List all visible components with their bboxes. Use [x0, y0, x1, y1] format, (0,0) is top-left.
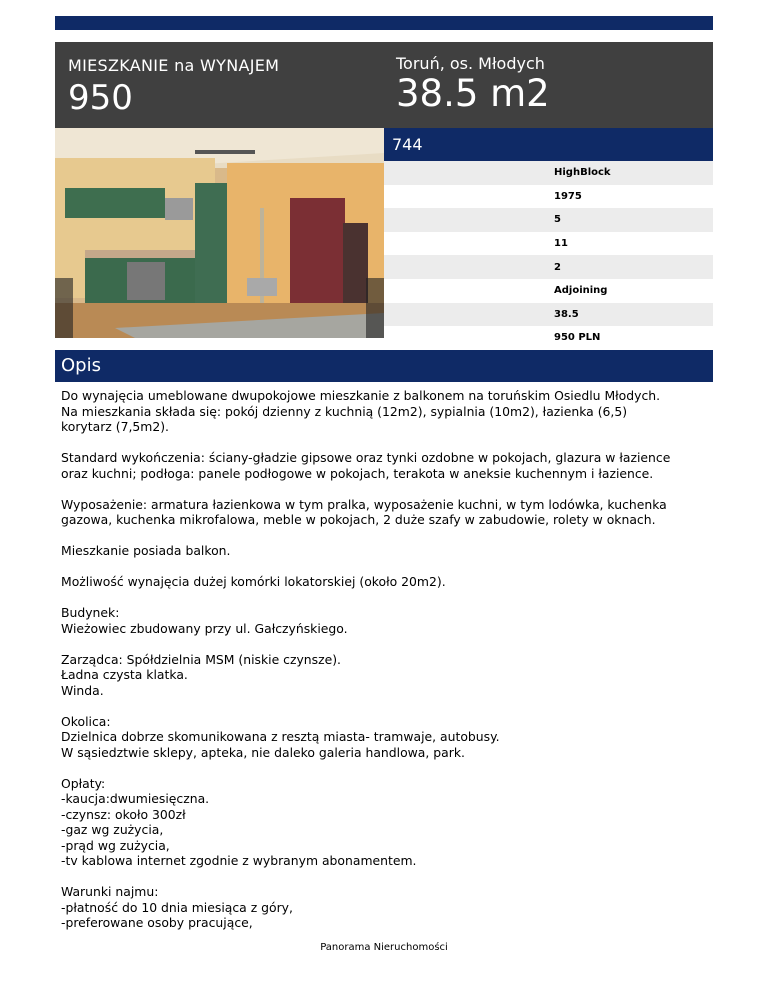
listing-id-bar — [384, 128, 713, 161]
description-paragraph: Opłaty: -kaucja:dwumiesięczna. -czynsz: około 300zł -gaz wg zużycia, -prąd wg zużycia, -tv kablowa internet zgodnie z wybranym abonamentem. — [61, 775, 417, 868]
specs-table — [384, 161, 713, 350]
listing-area: 38.5 m2 — [396, 72, 550, 115]
spec-row: 38.5 — [384, 303, 713, 327]
section-title: Opis — [61, 355, 101, 376]
description-paragraph: Warunki najmu: -płatność do 10 dnia miesiąca z góry, -preferowane osoby pracujące, — [61, 884, 293, 930]
listing-header — [55, 42, 713, 128]
spec-row: HighBlock — [384, 161, 713, 185]
spec-row: 11 — [554, 238, 568, 250]
listing-price: 950 — [68, 78, 133, 118]
spec-row: Adjoining — [554, 285, 608, 297]
description-paragraph: Budynek: Wieżowiec zbudowany przy ul. Gałczyńskiego. — [61, 605, 348, 636]
spec-row: 2 — [384, 255, 713, 279]
spec-row: 1975 — [554, 190, 582, 202]
spec-row: 5 — [384, 208, 713, 232]
description-paragraph: Standard wykończenia: ściany-gładzie gipsowe oraz tynki ozdobne w pokojach, glazura w łazience oraz kuchni; podłoga: panele podłogowe w pokojach, terakota w aneksie kuchennym i łazience. — [61, 450, 671, 481]
spec-row: 950 PLN — [554, 332, 601, 344]
description-paragraph: Możliwość wynajęcia dużej komórki lokatorskiej (około 20m2). — [61, 574, 446, 589]
description-section-header — [55, 350, 713, 382]
apartment-photo — [55, 128, 384, 338]
top-accent-bar — [55, 16, 713, 30]
description-paragraph: Wyposażenie: armatura łazienkowa w tym pralka, wyposażenie kuchni, w tym lodówka, kuchenka gazowa, kuchenka mikrofalowa, meble w pokojach, 2 duże szafy w zabudowie, rolety w oknach. — [61, 496, 667, 527]
listing-id: 744 — [392, 135, 423, 154]
description-paragraph: Zarządca: Spółdzielnia MSM (niskie czynsze). Ładna czysta klatka. Winda. — [61, 651, 341, 698]
listing-type: MIESZKANIE na WYNAJEM — [68, 56, 280, 75]
description-paragraph: Okolica: Dzielnica dobrze skomunikowana z resztą miasta- tramwaje, autobusy. W sąsiedztwie sklepy, apteka, nie daleko galeria handlowa, park. — [61, 713, 500, 760]
listing-location: Toruń, os. Młodych — [396, 54, 545, 73]
footer-agency: Panorama Nieruchomości — [320, 942, 448, 953]
description-paragraph: Do wynajęcia umeblowane dwupokojowe mieszkanie z balkonem na toruńskim Osiedlu Młodych. Na mieszkania składa się: pokój dzienny z kuchnią (12m2), sypialnia (10m2), łazienka (6,5) korytarz (7,5m2). — [61, 388, 661, 434]
description-paragraph: Mieszkanie posiada balkon. — [61, 543, 231, 558]
description-body — [61, 388, 711, 946]
